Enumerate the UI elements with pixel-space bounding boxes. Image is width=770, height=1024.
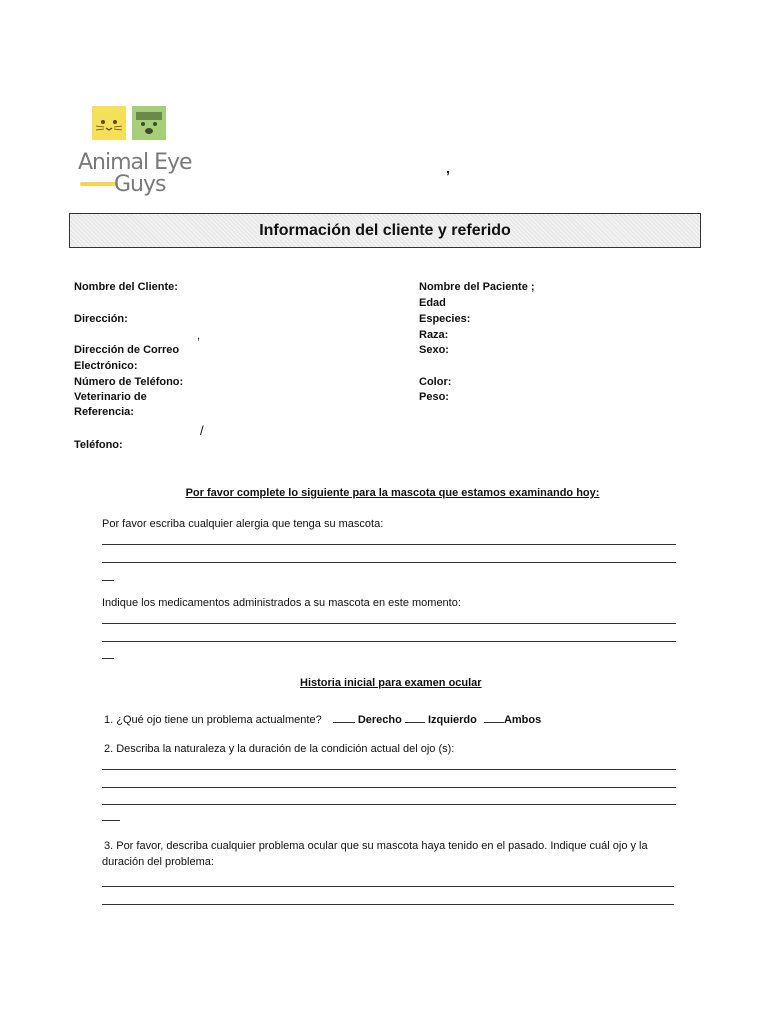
option-right: Derecho (357, 714, 402, 726)
condition-answer-line-1[interactable] (102, 769, 676, 770)
weight-label: Peso: (419, 391, 449, 403)
logo-text-line2: Guys (114, 172, 166, 197)
allergy-answer-line-3[interactable] (102, 580, 114, 581)
past-problem-answer-line-2[interactable] (102, 904, 674, 905)
medications-question: Indique los medicamentos administrados a su mascota en este momento: (102, 597, 461, 609)
condition-answer-line-4[interactable] (102, 820, 120, 821)
phone-label: Número de Teléfono: (74, 376, 184, 388)
form-title-box (69, 213, 701, 248)
allergy-answer-line-2[interactable] (102, 562, 676, 563)
allergy-answer-line-1[interactable] (102, 544, 676, 545)
sex-label: Sexo: (419, 344, 449, 356)
both-eyes-blank[interactable] (484, 712, 504, 723)
referring-vet-label-line2: Referencia: (74, 406, 134, 418)
eye-question-2: 2. Describa la naturaleza y la duración de la condición actual del ojo (s): (104, 743, 455, 755)
right-eye-blank[interactable] (333, 712, 355, 723)
dog-face-icon (132, 106, 166, 140)
condition-answer-line-2[interactable] (102, 787, 676, 788)
allergy-question: Por favor escriba cualquier alergia que tenga su mascota: (102, 518, 384, 530)
age-label: Edad (419, 297, 446, 309)
email-label-line2: Electrónico: (74, 360, 138, 372)
breed-label: Raza: (419, 329, 449, 341)
cat-face-icon (92, 106, 126, 140)
condition-answer-line-3[interactable] (102, 804, 676, 805)
eye-question-3-line1: 3. Por favor, describa cualquier problema ocular que su mascota haya tenido en el pasado. Indique cuál ojo y la (104, 840, 648, 852)
logo-swoosh (80, 182, 118, 186)
page-title: Información del cliente y referido (259, 221, 511, 239)
client-name-label: Nombre del Cliente: (74, 281, 178, 293)
patient-name-label: Nombre del Paciente ; (419, 281, 535, 293)
vet-phone-label: Teléfono: (74, 439, 123, 451)
option-both: Ambos (503, 714, 542, 726)
color-label: Color: (419, 376, 452, 388)
eye-question-3-line2: duración del problema: (102, 856, 214, 868)
eye-history-heading: Historia inicial para examen ocular (300, 677, 482, 689)
eye-question-1 (104, 712, 541, 726)
medications-answer-line-3[interactable] (102, 658, 114, 659)
medications-answer-line-1[interactable] (102, 623, 676, 624)
section-pet-heading: Por favor complete lo siguiente para la mascota que estamos examinando hoy: (185, 487, 600, 499)
past-problem-answer-line-1[interactable] (102, 886, 674, 887)
option-left: Izquierdo (427, 714, 477, 726)
email-label-line1: Dirección de Correo (74, 344, 180, 356)
address-label: Dirección: (74, 313, 128, 325)
eye-question-1-text: 1. ¿Qué ojo tiene un problema actualmente? (104, 714, 322, 726)
logo-text-line1: Animal Eye (78, 150, 192, 175)
left-eye-blank[interactable] (405, 712, 425, 723)
header-mark: , (446, 160, 450, 176)
medications-answer-line-2[interactable] (102, 641, 676, 642)
species-label: Especies: (419, 313, 471, 325)
address-comma: , (197, 330, 201, 342)
referring-vet-label-line1: Veterinario de (74, 391, 147, 403)
vet-slash: / (200, 423, 204, 438)
